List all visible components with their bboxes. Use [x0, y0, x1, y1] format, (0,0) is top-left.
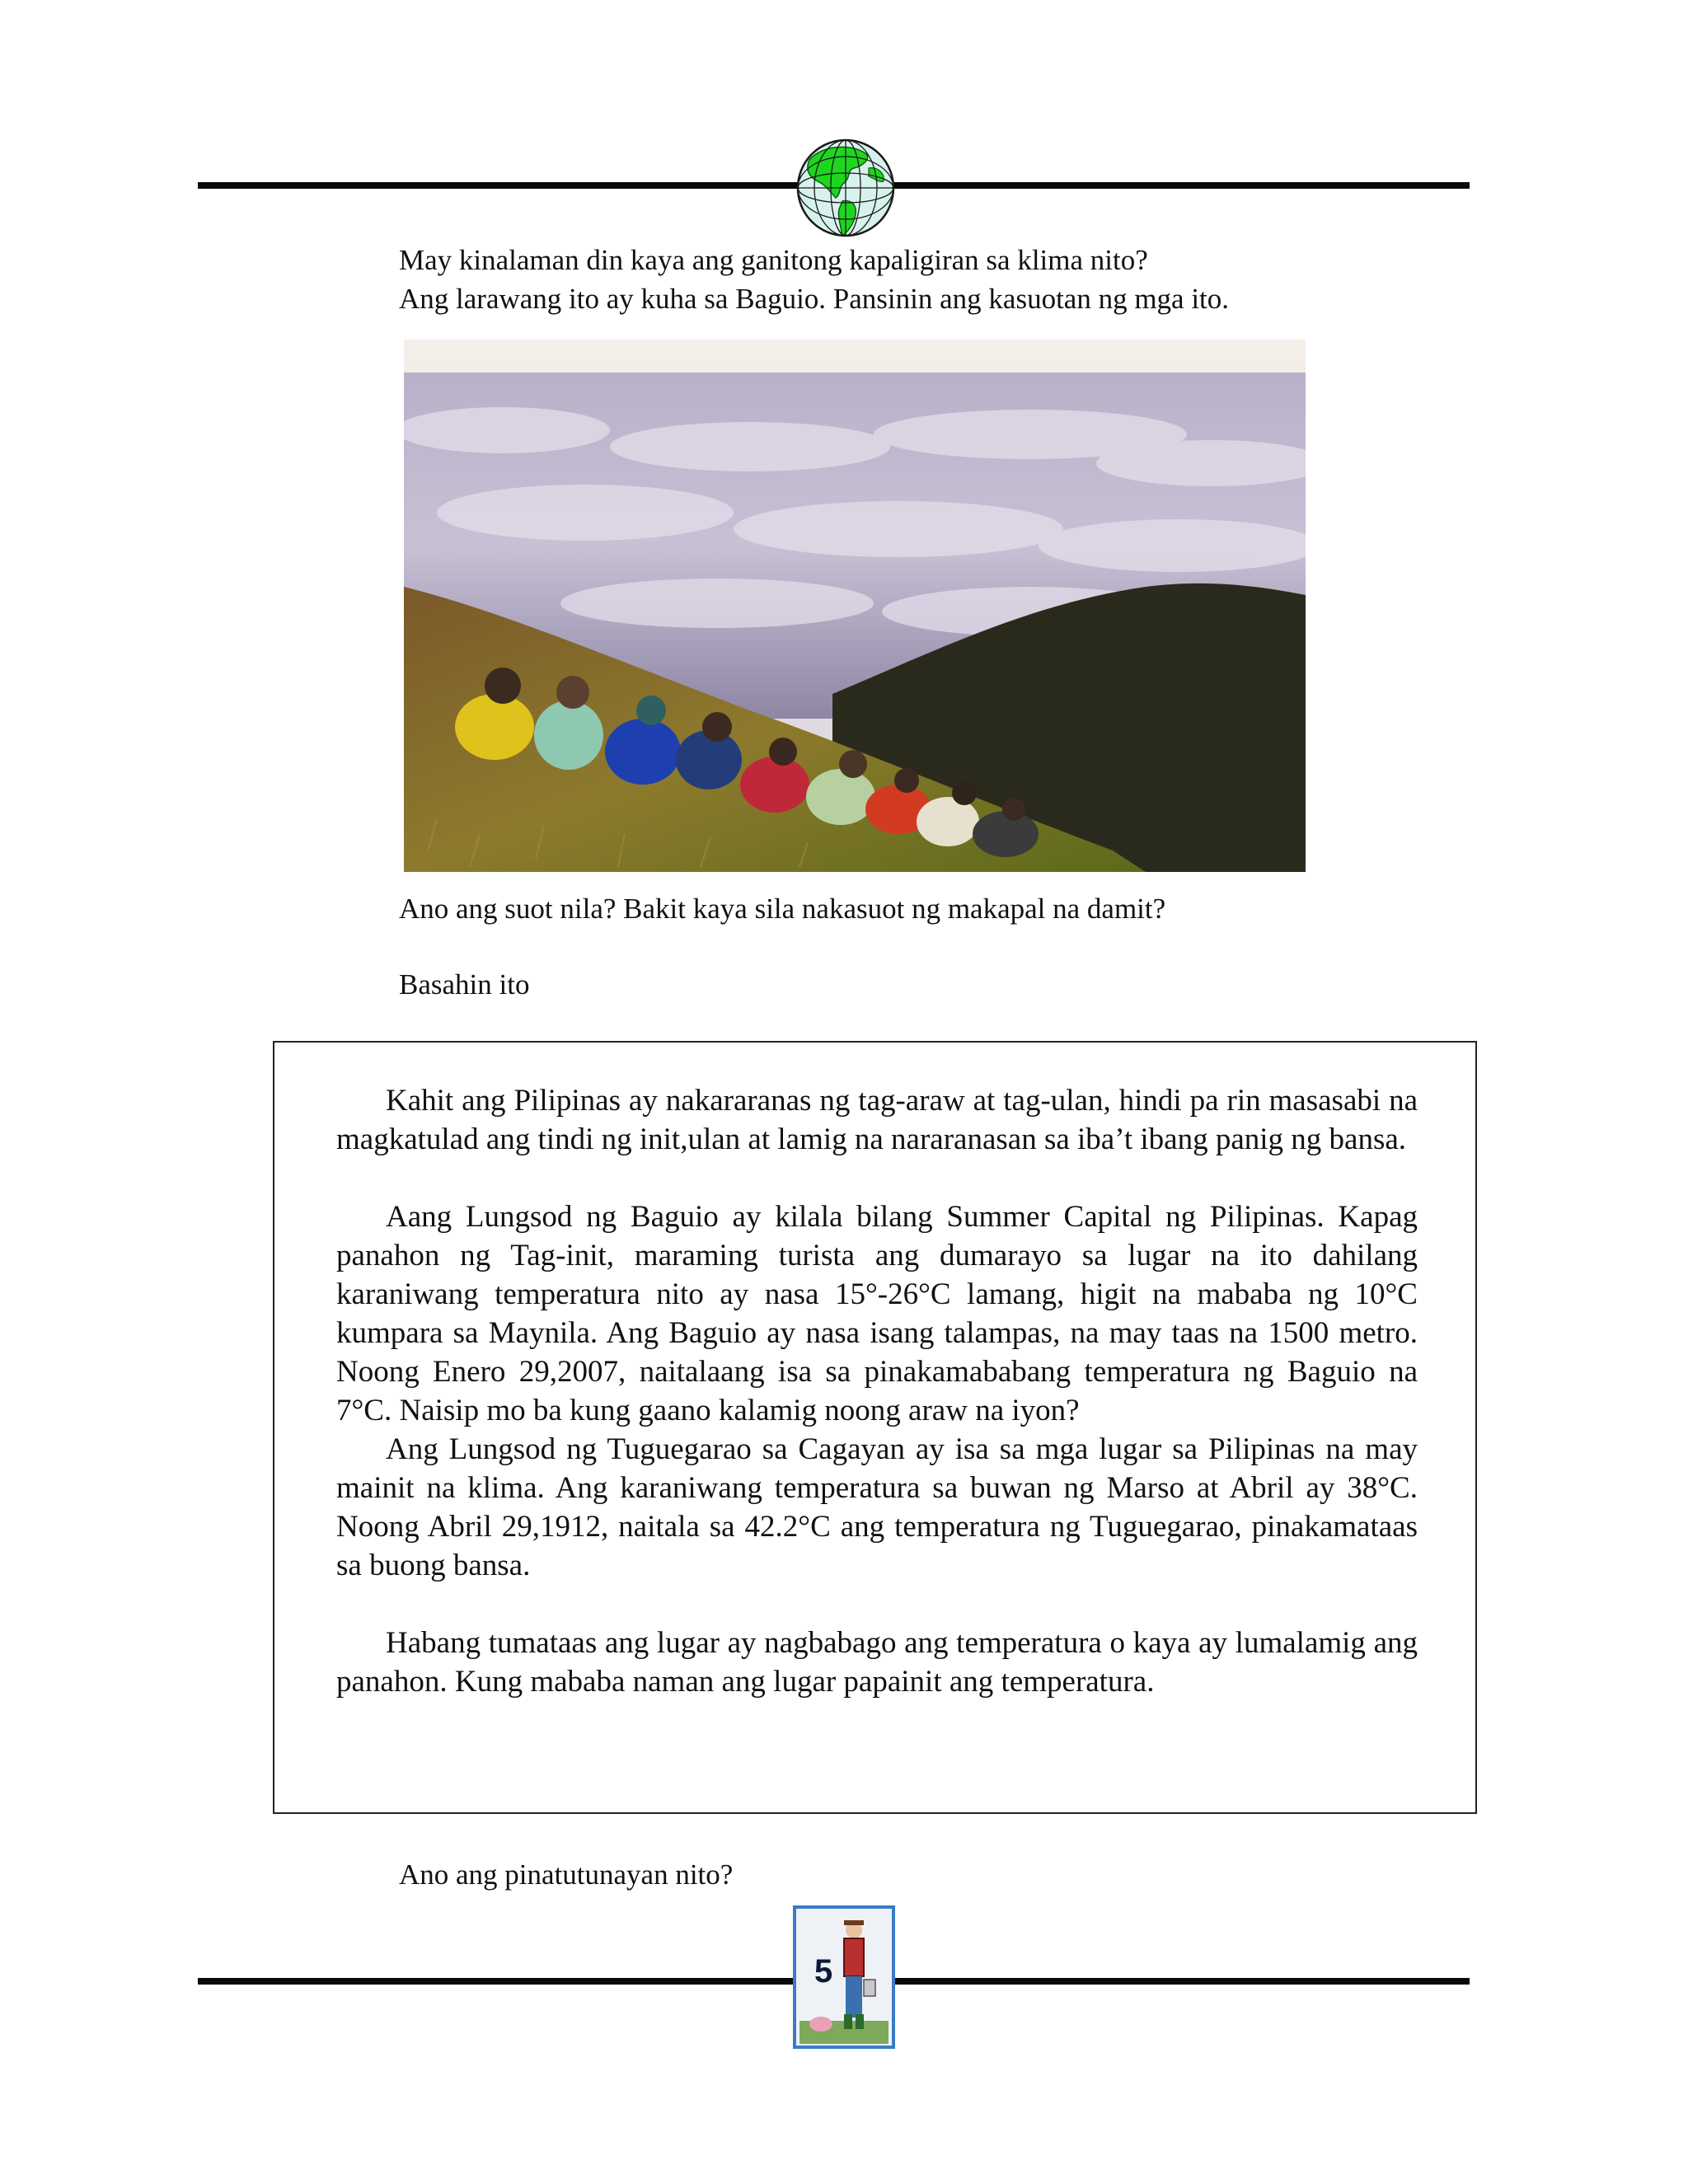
intro-line-1: May kinalaman din kaya ang ganitong kapaligiran sa klima nito? [399, 244, 1148, 276]
intro-line-2: Ang larawang ito ay kuha sa Baguio. Pansinin ang kasuotan ng mga ito. [399, 283, 1230, 315]
reading-instruction: Basahin ito [399, 968, 530, 1001]
reading-paragraph-3: Ang Lungsod ng Tuguegarao sa Cagayan ay isa sa mga lugar sa Pilipinas na may mainit na klima. Ang karaniwang temperatura sa buwan ng Marso at Abril ay 38°C. Noong Abril 29,1912, naitala sa 42.2°C ang temperatura ng Tuguegarao, pinakamataas sa buong bansa. [336, 1432, 1418, 1582]
question-clothing: Ano ang suot nila? Bakit kaya sila nakasuot ng makapal na damit? [399, 893, 1166, 925]
baguio-sea-of-clouds-photo [404, 340, 1306, 872]
reading-paragraph-4: Habang tumataas ang lugar ay nagbabago ang temperatura o kaya ay lumalamig ang panahon. Kung mababa naman ang lugar papainit ang temperatura. [336, 1626, 1418, 1699]
globe-icon [793, 135, 898, 241]
page-number: 5 [814, 1953, 833, 1990]
farmer-emblem-icon [793, 1905, 895, 2049]
reading-paragraph-2: Aang Lungsod ng Baguio ay kilala bilang Summer Capital ng Pilipinas. Kapag panahon ng Tag-init, maraming turista ang dumarayo sa lugar na ito dahilang karaniwang temperatura nito ay nasa 15°-26°C lamang, higit na mababa ng 10°C kumpara sa Maynila. Ang Baguio ay nasa isang talampas, na may taas na 1500 metro. Noong Enero 29,2007, naitalaang isa sa pinakamababang temperatura ng Baguio na 7°C. Naisip mo ba kung gaano kalamig noong araw na iyon? [336, 1200, 1418, 1427]
reading-box-text [336, 1081, 1418, 1701]
question-conclusion: Ano ang pinatutunayan nito? [399, 1858, 734, 1891]
reading-paragraph-1: Kahit ang Pilipinas ay nakararanas ng tag-araw at tag-ulan, hindi pa rin masasabi na magkatulad ang tindi ng init,ulan at lamig na nararanasan sa iba’t ibang panig ng bansa. [336, 1084, 1418, 1156]
